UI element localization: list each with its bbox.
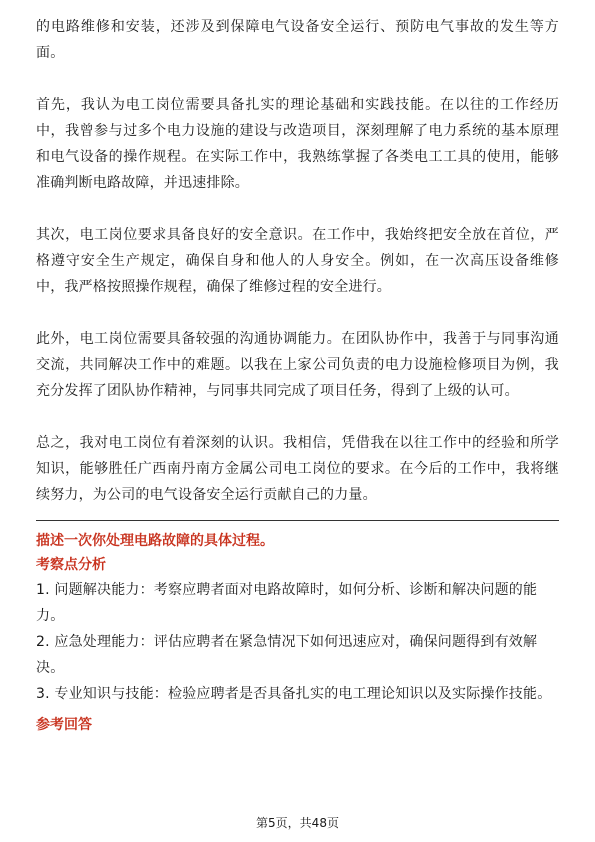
section-divider — [36, 520, 559, 521]
paragraph-gap — [36, 404, 559, 430]
body-paragraph: 其次，电工岗位要求具备良好的安全意识。在工作中，我始终把安全放在首位，严格遵守安全生产规定，确保自身和他人的人身安全。例如，在一次高压设备维修中，我严格按照操作规程，确保了维修过程的安全进行。 — [36, 227, 559, 295]
body-paragraph: 首先，我认为电工岗位需要具备扎实的理论基础和实践技能。在以往的工作经历中，我曾参与过多个电力设施的建设与改造项目，深刻理解了电力系统的基本原理和电气设备的操作规程。在实际工作中，我熟练掌握了各类电工工具的使用，能够准确判断电路故障，并迅速排除。 — [36, 97, 559, 191]
analysis-heading: 考察点分析 — [36, 557, 106, 573]
question-title: 描述一次你处理电路故障的具体过程。 — [36, 533, 274, 549]
body-paragraph: 总之，我对电工岗位有着深刻的认识。我相信，凭借我在以往工作中的经验和所学知识，能够胜任广西南丹南方金属公司电工岗位的要求。在今后的工作中，我将继续努力，为公司的电气设备安全运行贡献自己的力量。 — [36, 435, 559, 503]
body-paragraph: 的电路维修和安装，还涉及到保障电气设备安全运行、预防电气事故的发生等方面。 — [36, 19, 559, 61]
analysis-item: 2. 应急处理能力：评估应聘者在紧急情况下如何迅速应对，确保问题得到有效解决。 — [36, 634, 538, 676]
paragraph-gap — [36, 300, 559, 326]
analysis-item: 1. 问题解决能力：考察应聘者面对电路故障时，如何分析、诊断和解决问题的能力。 — [36, 582, 538, 624]
analysis-item: 3. 专业知识与技能：检验应聘者是否具备扎实的电工理论知识以及实际操作技能。 — [36, 686, 552, 702]
body-paragraph: 此外，电工岗位需要具备较强的沟通协调能力。在团队协作中，我善于与同事沟通交流，共同解决工作中的难题。以我在上家公司负责的电力设施检修项目为例，我充分发挥了团队协作精神，与同事共同完成了项目任务，得到了上级的认可。 — [36, 331, 559, 399]
answer-heading: 参考回答 — [36, 717, 92, 733]
paragraph-gap — [36, 196, 559, 222]
page-number: 第5页，共48页 — [256, 816, 339, 830]
paragraph-gap — [36, 66, 559, 92]
document-page — [36, 14, 559, 737]
